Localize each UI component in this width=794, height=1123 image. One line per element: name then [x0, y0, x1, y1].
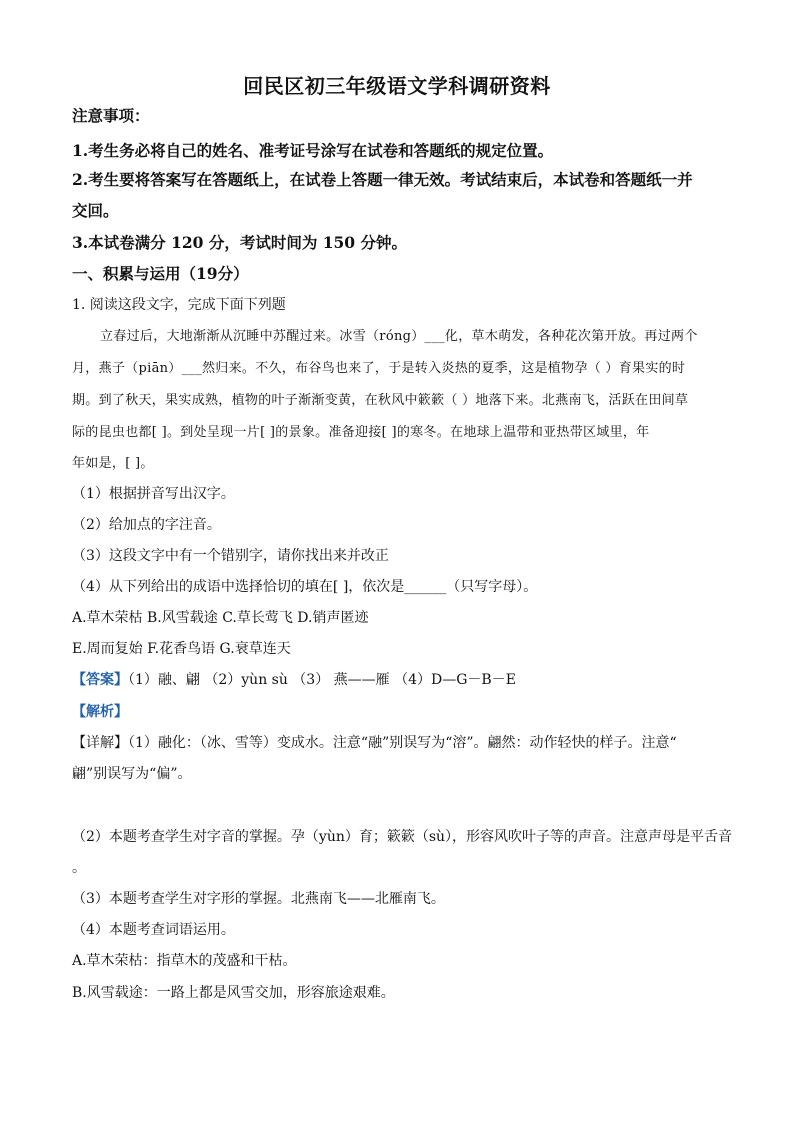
- options-row-2: E.周而复始 F.花香鸟语 G.衰草连天: [72, 641, 291, 657]
- detail-text-1a: （1）融化：（冰、雪等）变成水。注意“融”别误写为“溶”。翩然：动作轻快的样子。注意“: [128, 735, 677, 751]
- sub-question-4: （4）从下列给出的成语中选择恰切的填在[ ]，依次是______（只写字母）。: [72, 579, 538, 595]
- notice-item-2-line-2: 交回。: [72, 201, 119, 220]
- detail-option-b: B.风雪载途：一路上都是风雪交加，形容旅途艰难。: [72, 985, 395, 1001]
- notice-item-3: 3.本试卷满分 120 分，考试时间为 150 分钟。: [72, 233, 407, 252]
- answer-text: （1）融、翩 （2）yùn sù （3） 燕——雁 （4）D—G－B－E: [128, 672, 516, 688]
- passage-line-2: 月，燕子（piān）___然归来。不久，布谷鸟也来了，于是转入炎热的夏季，这是植物孕（ ）育果实的时: [72, 361, 686, 376]
- notice-heading: 注意事项：: [72, 106, 150, 125]
- detail-line-2b: 。: [72, 860, 86, 876]
- passage-line-1: 立春过后，大地渐渐从沉睡中苏醒过来。冰雪（róng）___化，草木萌发，各种花次第开放。再过两个: [100, 329, 698, 344]
- detail-line-4: （4）本题考查词语运用。: [72, 922, 235, 938]
- analysis-line: [72, 705, 722, 719]
- detail-tag: 【详解】: [72, 735, 128, 751]
- detail-line-1b: 翩”别误写为“偏”。: [72, 766, 192, 782]
- options-row-1: A.草木荣枯 B.风雪载途 C.草长莺飞 D.销声匿迹: [72, 610, 369, 626]
- page-title: 回民区初三年级语文学科调研资料: [243, 74, 551, 98]
- sub-question-1: （1）根据拼音写出汉字。: [72, 486, 235, 502]
- answer-tag: 【答案】: [72, 672, 128, 688]
- section-heading-1: 一、积累与运用（19分）: [72, 264, 249, 283]
- detail-line-1: [72, 736, 722, 750]
- answer-line: [72, 673, 722, 687]
- sub-question-3: （3）这段文字中有一个错别字，请你找出来并改正: [72, 548, 389, 564]
- passage-line-4: 际的昆虫也都[ ]。到处呈现一片[ ]的景象。准备迎接[ ]的寒冬。在地球上温带和亚热带区域里，年: [72, 425, 650, 440]
- detail-line-2a: （2）本题考查学生对字音的掌握。孕（yùn）育；簌簌（sù），形容风吹叶子等的声音。注意声母是平舌音: [72, 829, 733, 845]
- notice-item-2-line-1: 2.考生要将答案写在答题纸上，在试卷上答题一律无效。考试结束后，本试卷和答题纸一并: [72, 170, 693, 189]
- sub-question-2: （2）给加点的字注音。: [72, 517, 221, 533]
- passage-line-3: 期。到了秋天，果实成熟，植物的叶子渐渐变黄，在秋风中簌簌（ ）地落下来。北燕南飞，活跃在田间草: [72, 393, 689, 408]
- notice-item-1: 1.考生务必将自己的姓名、准考证号涂写在试卷和答题纸的规定位置。: [72, 141, 554, 160]
- question-1-stem: 1. 阅读这段文字，完成下面下列题: [72, 297, 286, 313]
- analysis-tag: 【解析】: [72, 704, 128, 720]
- detail-line-3: （3）本题考查学生对字形的掌握。北燕南飞——北雁南飞。: [72, 891, 445, 907]
- passage-line-5: 年如是，[ ]。: [72, 456, 154, 471]
- detail-option-a: A.草木荣枯：指草木的茂盛和干枯。: [72, 953, 297, 969]
